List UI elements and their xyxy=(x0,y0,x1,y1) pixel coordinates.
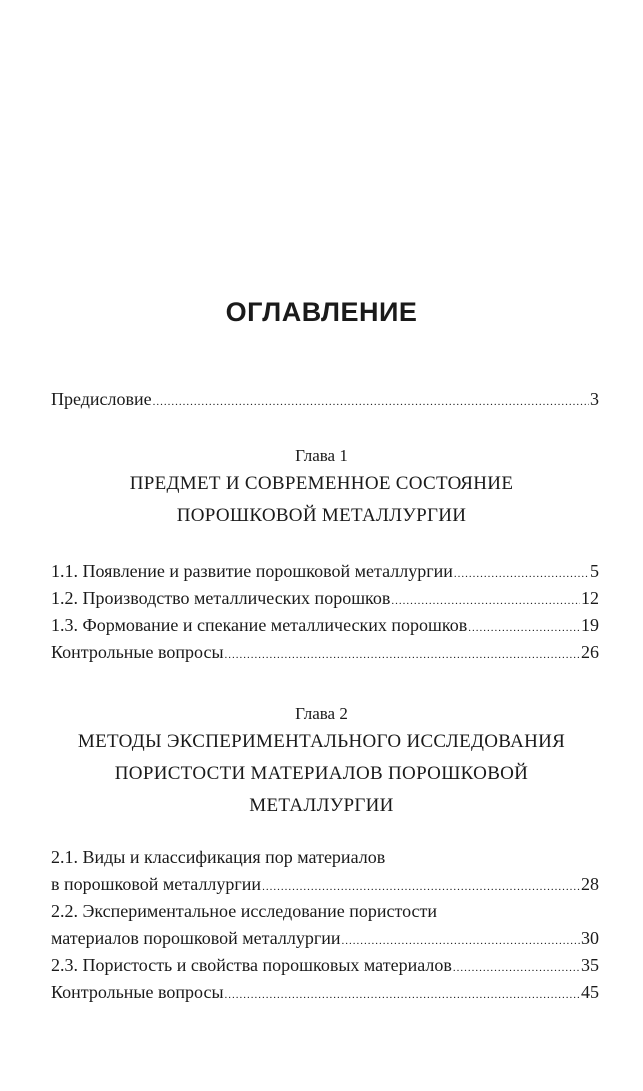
chapter-title-line: ПРЕДМЕТ И СОВРЕМЕННОЕ СОСТОЯНИЕ xyxy=(129,473,514,494)
toc-entry-page: 12 xyxy=(581,588,599,608)
dot-leader xyxy=(153,389,589,416)
toc-entry-label: Контрольные вопросы xyxy=(51,982,224,1002)
toc-entry[interactable] xyxy=(51,925,599,952)
dot-leader xyxy=(468,615,580,642)
toc-entry[interactable] xyxy=(51,871,599,898)
dot-leader xyxy=(225,642,580,669)
chapter-title-line: ПОРОШКОВОЙ МЕТАЛЛУРГИИ xyxy=(176,505,467,526)
toc-entry-label: материалов порошковой металлургии xyxy=(51,928,341,948)
page-title: ОГЛАВЛЕНИЕ xyxy=(225,297,418,327)
dot-leader xyxy=(454,561,589,588)
chapter-1-heading xyxy=(0,444,643,532)
toc-entry-page: 28 xyxy=(581,874,599,894)
toc-entry-page: 3 xyxy=(590,389,599,409)
dot-leader xyxy=(453,955,580,982)
toc-entry-label: Предисловие xyxy=(51,389,152,409)
toc-entry[interactable] xyxy=(51,585,599,612)
chapter-title-line: МЕТОДЫ ЭКСПЕРИМЕНТАЛЬНОГО ИССЛЕДОВАНИЯ xyxy=(77,731,566,752)
dot-leader xyxy=(391,588,580,615)
toc-entry-label: 2.3. Пористость и свойства порошковых материалов xyxy=(51,955,452,975)
toc-entry-label: 1.1. Появление и развитие порошковой металлургии xyxy=(51,561,453,581)
toc-entry[interactable] xyxy=(51,558,599,585)
toc-entry-preface[interactable] xyxy=(51,386,599,413)
toc-entry-label: Контрольные вопросы xyxy=(51,642,224,662)
dot-leader xyxy=(341,928,580,955)
toc-entry-page: 19 xyxy=(581,615,599,635)
toc-entry-page: 45 xyxy=(581,982,599,1002)
toc-entry-first-line[interactable]: 2.2. Экспериментальное исследование пористости xyxy=(51,901,438,921)
toc-entry-page: 26 xyxy=(581,642,599,662)
chapter-1-entries xyxy=(51,558,599,666)
toc-entry-first-line[interactable]: 2.1. Виды и классификация пор материалов xyxy=(51,847,386,867)
chapter-number: Глава 1 xyxy=(295,446,348,465)
toc-entry-label: 1.2. Производство металлических порошков xyxy=(51,588,391,608)
chapter-number: Глава 2 xyxy=(295,704,348,723)
chapter-title-line: МЕТАЛЛУРГИИ xyxy=(249,795,394,816)
chapter-title-line: ПОРИСТОСТИ МАТЕРИАЛОВ ПОРОШКОВОЙ xyxy=(114,763,529,784)
toc-entry-label: 1.3. Формование и спекание металлических порошков xyxy=(51,615,468,635)
toc-entry-review-questions[interactable] xyxy=(51,639,599,666)
preface-block xyxy=(51,386,599,413)
dot-leader xyxy=(262,874,580,901)
dot-leader xyxy=(225,982,580,1009)
chapter-2-heading xyxy=(0,702,643,822)
toc-entry[interactable] xyxy=(51,612,599,639)
toc-entry-page: 30 xyxy=(581,928,599,948)
chapter-2-entries xyxy=(51,844,599,1006)
toc-entry-review-questions[interactable] xyxy=(51,979,599,1006)
toc-entry-label: в порошковой металлургии xyxy=(51,874,262,894)
toc-entry-page: 35 xyxy=(581,955,599,975)
toc-entry-page: 5 xyxy=(590,561,599,581)
toc-entry[interactable] xyxy=(51,952,599,979)
